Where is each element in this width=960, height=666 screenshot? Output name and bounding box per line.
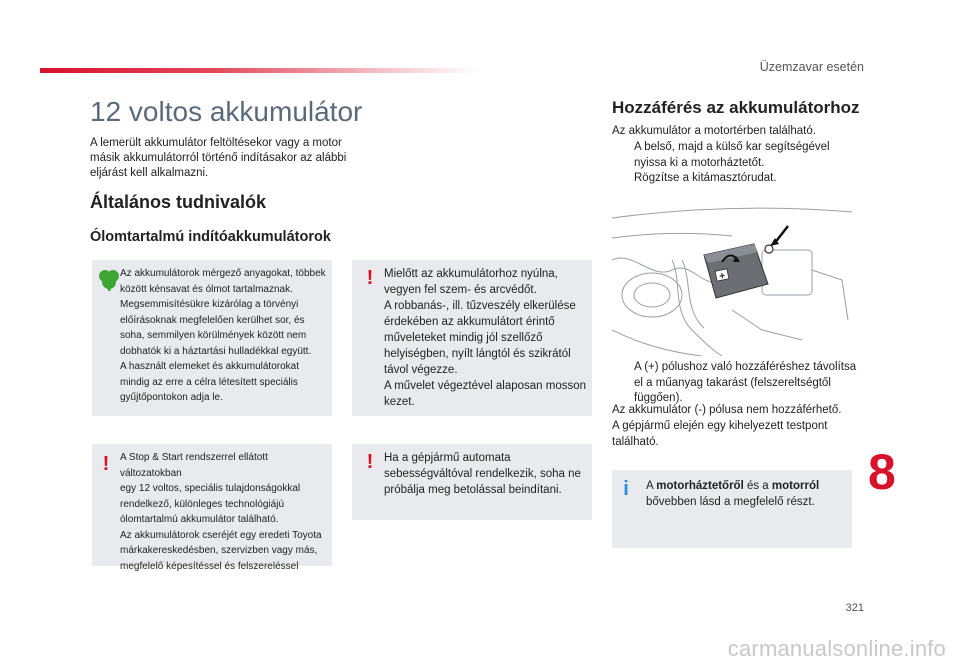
- warning-text: Mielőtt az akkumulátorhoz nyúlna, vegyen fel szem- és arcvédőt. A robbanás-, ill. tűzveszély elkerülése érdekében az akkumulátort érintő műveleteket mindig jól szellőző helyiségben, nyílt lángtól és szikrától távol végezze. A művelet végeztével alaposan mosson kezet.: [384, 268, 587, 408]
- eco-box: [92, 260, 332, 416]
- warning-icon: !: [102, 453, 110, 475]
- watermark: carmanualsonline.info: [727, 636, 946, 661]
- bullet-remove-cover: A (+) pólushoz való hozzáféréshez távolítsa el a műanyag takarást (felszereltségtől függően).: [634, 361, 857, 404]
- header-accent-bar: [40, 68, 480, 73]
- battery-icon: [704, 244, 768, 298]
- warning-icon: !: [366, 451, 374, 473]
- stop-start-text: A Stop & Start rendszerrel ellátott változatokban egy 12 voltos, speciális tulajdonságokkal rendelkező, különleges technológiájú ólomtartalmú akkumulátor található. Az akkumulátorok cseréjét egy eredeti Toyota márkakereskedésben, szervizben vagy más, megfelelő képesítéssel és felszereléssel: [120, 452, 322, 572]
- page-number: 321: [845, 602, 864, 614]
- warning-icon: !: [366, 267, 374, 289]
- info-text: A motorháztetőről és a motorról bővebben lásd a megfelelő részt.: [646, 480, 820, 508]
- chapter-number: 8: [868, 444, 896, 500]
- bullet-open-hood: A belső, majd a külső kar segítségével nyissa ki a motorháztetőt.: [634, 141, 830, 169]
- bullet-prop-rod: Rögzítse a kitámasztórudat.: [634, 172, 777, 184]
- stop-start-box: [92, 444, 332, 572]
- page-title: 12 voltos akkumulátor: [90, 96, 363, 127]
- svg-text:+: +: [718, 270, 727, 283]
- auto-gearbox-box: [352, 444, 592, 520]
- engine-bay-illustration: [612, 200, 852, 356]
- terminal-arrow-icon: [765, 226, 788, 253]
- subsection-title: Ólomtartalmú indítóakkumulátorok: [90, 229, 331, 245]
- eco-text: Az akkumulátorok mérgező anyagokat, többek között kénsavat és ólmot tartalmaznak. Megsemmisítésükre kizárólag a törvényi előírásoknak megfelelően kerülhet sor, és soha, semmilyen körülmények között nem dobhatók ki a háztartási hulladékkal együtt. A használt elemeket és akkumulátorokat mindig az erre a célra létesített speciális gyűjtőpontokon adja le.: [120, 268, 326, 403]
- negative-pole-note: Az akkumulátor (-) pólusa nem hozzáférhető.: [612, 404, 842, 416]
- tree-icon: [98, 268, 120, 292]
- intro-text: A lemerült akkumulátor feltöltésekor vagy a motor másik akkumulátorról történő indításakor az alábbi eljárást kell alkalmazni.: [90, 137, 347, 179]
- auto-gearbox-text: Ha a gépjármű automata sebességváltóval rendelkezik, soha ne próbálja meg betolással beindítani.: [384, 452, 581, 496]
- ground-point-note: A gépjármű elején egy kihelyezett testpont található.: [612, 420, 828, 448]
- info-icon: i: [623, 478, 629, 500]
- chapter-title: Üzemzavar esetén: [759, 60, 864, 74]
- info-box: [612, 470, 852, 548]
- section-title: Általános tudnivalók: [90, 192, 267, 212]
- access-title: Hozzáférés az akkumulátorhoz: [612, 98, 860, 117]
- access-intro: Az akkumulátor a motortérben található.: [612, 125, 816, 137]
- warning-box: [352, 260, 592, 416]
